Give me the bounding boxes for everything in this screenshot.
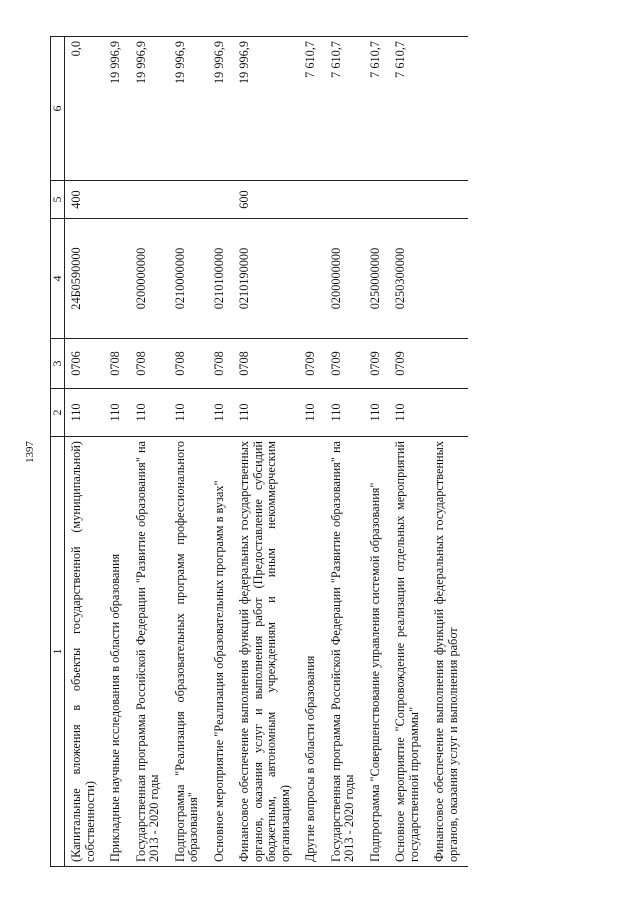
table-row — [325, 37, 364, 867]
row-ministry-code: 110 — [364, 389, 390, 437]
row-section-code: 0708 — [104, 339, 130, 389]
row-description: (Капитальные вложения в объекты государственной (муниципальной) собственности) — [65, 437, 105, 867]
row-expense-type — [364, 181, 390, 219]
row-expense-type — [169, 181, 208, 219]
row-target-code: 0200000000 — [325, 219, 364, 339]
row-amount: 7 610,7 — [299, 37, 325, 181]
row-amount: 19 996,9 — [208, 37, 234, 181]
row-section-code — [428, 339, 467, 389]
row-ministry-code: 110 — [104, 389, 130, 437]
row-description: Основное мероприятие "Сопровождение реализации отдельных мероприятий государственной программы" — [389, 437, 428, 867]
row-description: Основное мероприятие "Реализация образовательных программ в вузах" — [208, 437, 234, 867]
header-col-2: 2 — [51, 389, 65, 437]
row-target-code: 24Б0590000 — [65, 219, 105, 339]
row-expense-type — [299, 181, 325, 219]
row-target-code: 0250300000 — [389, 219, 428, 339]
row-amount: 19 996,9 — [104, 37, 130, 181]
row-description: Финансовое обеспечение выполнения функций федеральных государственных органов, оказания услуг и выполнения работ — [428, 437, 467, 867]
header-col-6: 6 — [51, 37, 65, 181]
row-amount: 7 610,7 — [364, 37, 390, 181]
row-section-code: 0708 — [208, 339, 234, 389]
row-expense-type — [104, 181, 130, 219]
row-description: Подпрограмма "Реализация образовательных программ профессионального образования" — [169, 437, 208, 867]
table-row — [130, 37, 169, 867]
rotated-page — [50, 37, 590, 867]
header-col-5: 5 — [51, 181, 65, 219]
row-ministry-code: 110 — [65, 389, 105, 437]
row-ministry-code: 110 — [325, 389, 364, 437]
row-amount: 0,0 — [65, 37, 105, 181]
row-section-code: 0709 — [299, 339, 325, 389]
row-amount: 19 996,9 — [169, 37, 208, 181]
row-ministry-code: 110 — [299, 389, 325, 437]
header-col-1: 1 — [51, 437, 65, 867]
row-expense-type: 400 — [65, 181, 105, 219]
row-target-code: 0200000000 — [130, 219, 169, 339]
row-target-code: 0250000000 — [364, 219, 390, 339]
row-ministry-code: 110 — [130, 389, 169, 437]
row-ministry-code: 110 — [169, 389, 208, 437]
row-section-code: 0709 — [325, 339, 364, 389]
row-description: Другие вопросы в области образования — [299, 437, 325, 867]
row-section-code: 0709 — [364, 339, 390, 389]
page-number: 1397 — [24, 441, 36, 463]
row-section-code: 0706 — [65, 339, 105, 389]
header-col-3: 3 — [51, 339, 65, 389]
row-section-code: 0708 — [233, 339, 299, 389]
row-expense-type: 600 — [233, 181, 299, 219]
table-row — [65, 37, 105, 867]
table-row — [428, 37, 467, 867]
budget-table — [50, 36, 468, 867]
row-target-code: 0210190000 — [233, 219, 299, 339]
table-row — [299, 37, 325, 867]
row-ministry-code: 110 — [233, 389, 299, 437]
row-expense-type — [325, 181, 364, 219]
row-expense-type — [130, 181, 169, 219]
table-row — [364, 37, 390, 867]
table-row — [233, 37, 299, 867]
row-description: Прикладные научные исследования в области образования — [104, 437, 130, 867]
row-expense-type — [389, 181, 428, 219]
row-description: Подпрограмма "Совершенствование управления системой образования" — [364, 437, 390, 867]
row-amount: 19 996,9 — [130, 37, 169, 181]
table-row — [169, 37, 208, 867]
row-section-code: 0709 — [389, 339, 428, 389]
row-amount: 19 996,9 — [233, 37, 299, 181]
row-target-code: 0210100000 — [208, 219, 234, 339]
row-target-code — [428, 219, 467, 339]
row-expense-type — [428, 181, 467, 219]
table-row — [208, 37, 234, 867]
row-section-code: 0708 — [130, 339, 169, 389]
row-amount: 7 610,7 — [325, 37, 364, 181]
row-amount: 7 610,7 — [389, 37, 428, 181]
row-ministry-code: 110 — [208, 389, 234, 437]
row-target-code: 0210000000 — [169, 219, 208, 339]
row-ministry-code — [428, 389, 467, 437]
row-target-code — [104, 219, 130, 339]
row-amount — [428, 37, 467, 181]
row-target-code — [299, 219, 325, 339]
header-col-4: 4 — [51, 219, 65, 339]
row-description: Государственная программа Российской Федерации "Развитие образования" на 2013 - 2020 годы — [130, 437, 169, 867]
row-description: Государственная программа Российской Федерации "Развитие образования" на 2013 - 2020 годы — [325, 437, 364, 867]
header-row — [51, 37, 65, 867]
row-description: Финансовое обеспечение выполнения функций федеральных государственных органов, оказания услуг и выполнения работ (Предоставление субсидий бюджетным, автономным учреждениям и иным некоммерческим организациям) — [233, 437, 299, 867]
row-ministry-code: 110 — [389, 389, 428, 437]
row-expense-type — [208, 181, 234, 219]
table-row — [104, 37, 130, 867]
row-section-code: 0708 — [169, 339, 208, 389]
table-row — [389, 37, 428, 867]
